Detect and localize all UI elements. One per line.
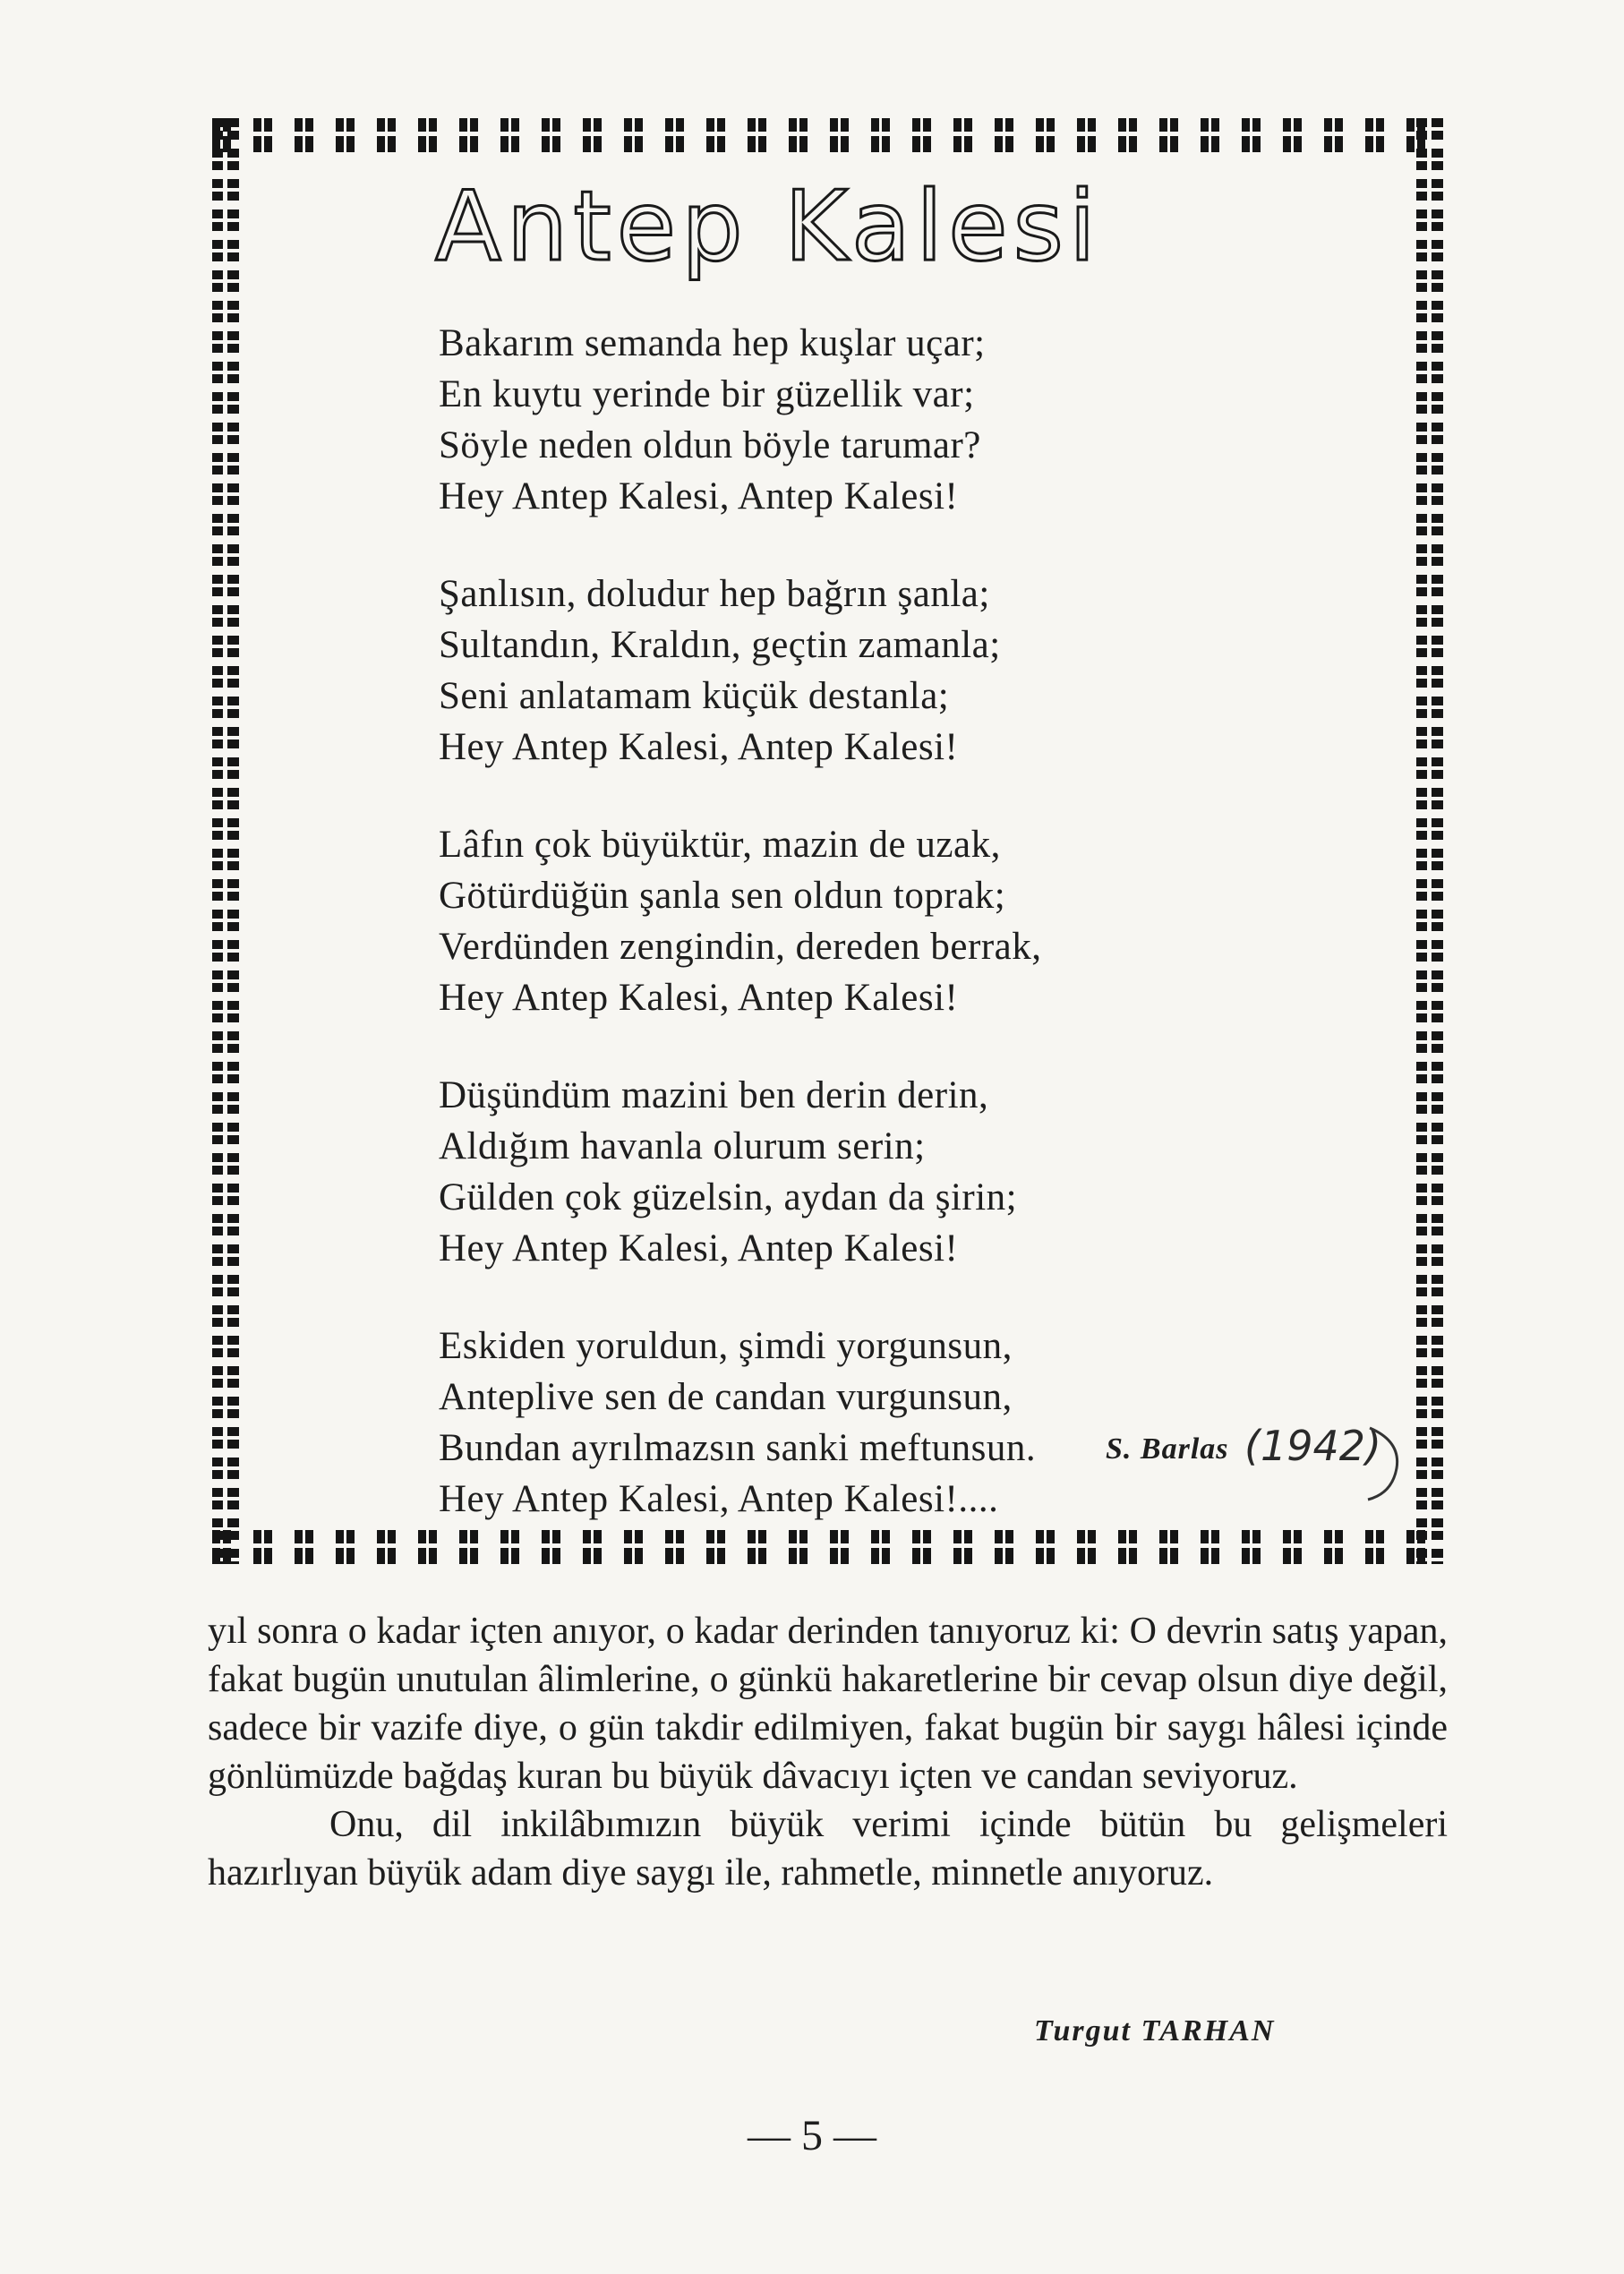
handwritten-year: (1942) (1244, 1422, 1381, 1470)
verse-line: Söyle neden oldun böyle tarumar? (439, 424, 981, 466)
verse-line: Hey Antep Kalesi, Antep Kalesi! (439, 726, 959, 768)
verse-line: Hey Antep Kalesi, Antep Kalesi!.... (439, 1478, 999, 1520)
verse-line: Anteplive sen de candan vurgunsun, (439, 1376, 1013, 1418)
verse-line: Bundan ayrılmazsın sanki meftunsun. (439, 1427, 1037, 1469)
verse-line: Bakarım semanda hep kuşlar uçar; (439, 322, 986, 364)
verse-line: Aldığım havanla olurum serin; (439, 1125, 926, 1167)
border-right (1416, 118, 1443, 1564)
verse-line: Eskiden yoruldun, şimdi yorgunsun, (439, 1325, 1013, 1367)
verse-line: Gülden çok güzelsin, aydan da şirin; (439, 1176, 1018, 1218)
stanza (439, 568, 1379, 773)
verse-line: Hey Antep Kalesi, Antep Kalesi! (439, 1227, 959, 1270)
verse-line: Sultandın, Kraldın, geçtin zamanla; (439, 624, 1001, 666)
verse-line: Hey Antep Kalesi, Antep Kalesi! (439, 977, 959, 1019)
prose-paragraph: Onu, dil inkilâbımızın büyük verimi içinde bütün bu gelişmeleri hazırlıyan büyük adam diye saygı ile, rahmetle, minnetle anıyoruz. (208, 1804, 1448, 1894)
author-name: Turgut TARHAN (1034, 2014, 1276, 2047)
verse-line: Verdünden zengindin, dereden berrak, (439, 926, 1042, 968)
page-number: — 5 — (748, 2112, 876, 2159)
stanza (439, 819, 1379, 1023)
handwritten-stroke-mark (1361, 1423, 1423, 1504)
verse-line: Hey Antep Kalesi, Antep Kalesi! (439, 475, 959, 517)
poem-body (439, 318, 1379, 1571)
stanza (439, 1321, 1379, 1525)
stanza (439, 1070, 1379, 1274)
stanza (439, 318, 1379, 522)
verse-line: Seni anlatamam küçük destanla; (439, 675, 950, 717)
verse-line: Şanlısın, doludur hep bağrın şanla; (439, 573, 990, 615)
verse-line: Götürdüğün şanla sen oldun toprak; (439, 875, 1006, 917)
verse-line: Düşündüm mazini ben derin derin, (439, 1074, 989, 1116)
prose-paragraph: yıl sonra o kadar içten anıyor, o kadar derinden tanıyoruz ki: O devrin satış yapan, fakat bugün unutulan âlimlerine, o günkü hakaretlerine bir cevap olsun diye değil, sadece bir vazife diye, o gün takdir edilmiyen, fakat bugün bir saygı hâlesi içinde gönlümüzde bağdaş kuran bu büyük dâvacıyı içten ve candan seviyoruz. (208, 1611, 1448, 1797)
border-left (212, 118, 239, 1564)
poem-signature: S. Barlas (1106, 1432, 1229, 1466)
border-top (212, 118, 1443, 152)
verse-line: Lâfın çok büyüktür, mazin de uzak, (439, 824, 1001, 866)
poem-title: Antep Kalesi (435, 171, 1101, 283)
prose-text (208, 1607, 1448, 1897)
verse-line: En kuytu yerinde bir güzellik var; (439, 373, 975, 415)
